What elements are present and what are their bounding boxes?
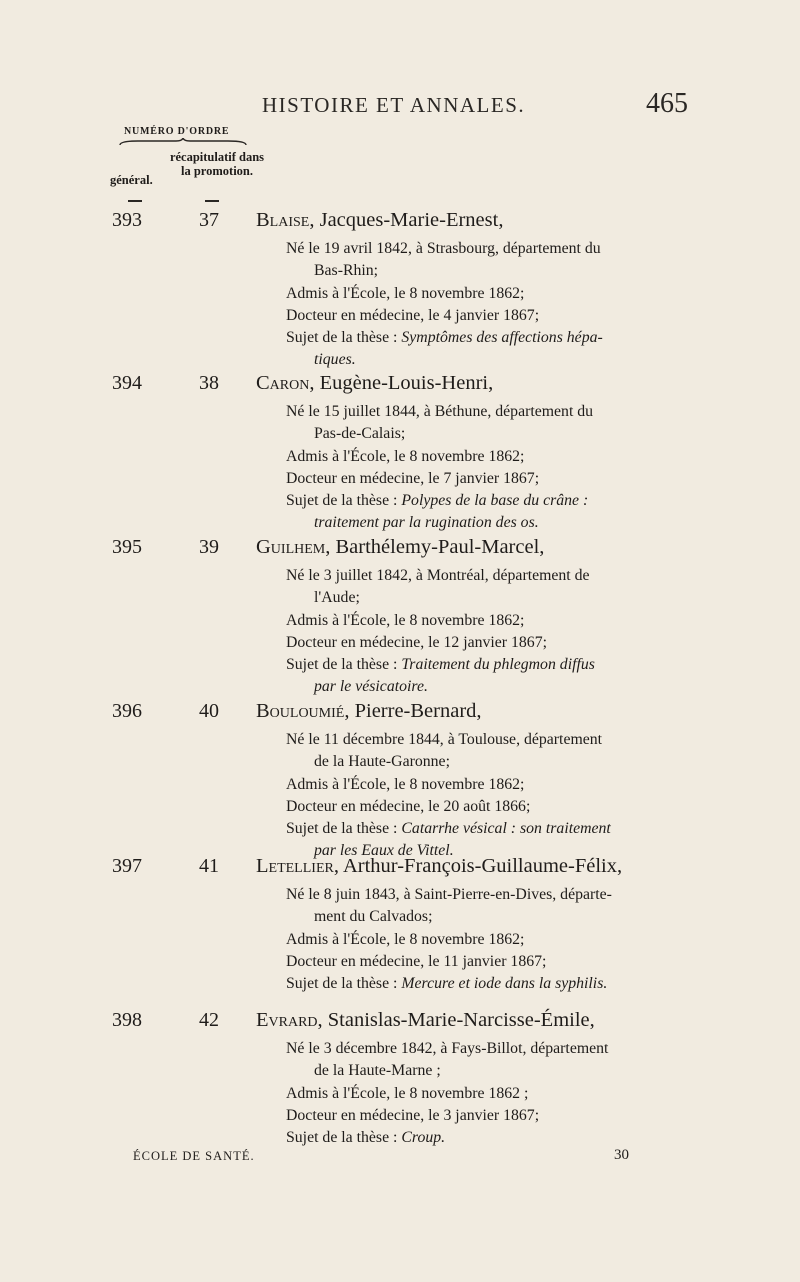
thesis-title-cont: par le vésicatoire. <box>314 678 428 696</box>
entry-name <box>256 372 493 395</box>
entry-line: Bas-Rhin; <box>314 262 379 280</box>
thesis-label: Sujet de la thèse : <box>286 656 402 674</box>
entry-line: Admis à l'École, le 8 novembre 1862; <box>286 775 525 793</box>
thesis-label: Sujet de la thèse : <box>286 975 402 993</box>
running-title: HISTOIRE ET ANNALES. <box>262 93 526 117</box>
entry-name <box>256 1009 595 1032</box>
entry-given-names: Pierre-Bernard, <box>354 700 482 722</box>
entry-line: Docteur en médecine, le 12 janvier 1867; <box>286 633 547 651</box>
thesis-title-cont: traitement par la rugination des os. <box>314 514 539 532</box>
entry-details <box>286 565 714 699</box>
entry-number-recap: 37 <box>199 209 219 231</box>
entry-number-recap: 39 <box>199 536 219 558</box>
entry-given-names: Jacques-Marie-Ernest, <box>319 209 504 231</box>
entry-surname: Letellier, <box>256 855 339 877</box>
column-dash <box>205 200 219 202</box>
entry-line <box>286 1127 714 1149</box>
entry-name <box>256 536 544 559</box>
entry-line: Docteur en médecine, le 4 janvier 1867; <box>286 306 540 324</box>
entry-line <box>286 327 714 349</box>
entry-surname: Bouloumié, <box>256 700 350 722</box>
page-number: 465 <box>646 88 688 119</box>
entry-surname: Blaise, <box>256 209 315 231</box>
entry-line: Pas-de-Calais; <box>314 425 406 443</box>
entry-surname: Guilhem, <box>256 536 331 558</box>
entry-details <box>286 401 714 535</box>
entry-number-general: 396 <box>112 700 142 722</box>
entry-line: Né le 19 avril 1842, à Strasbourg, département du <box>286 240 601 257</box>
entry-line: de la Haute-Garonne; <box>314 753 450 771</box>
thesis-label: Sujet de la thèse : <box>286 329 402 347</box>
footer-signature: ÉCOLE DE SANTÉ. <box>133 1149 255 1163</box>
entry-number-general: 394 <box>112 372 142 394</box>
thesis-title-cont: par les Eaux de Vittel. <box>314 842 454 860</box>
entry-surname: Caron, <box>256 372 315 394</box>
thesis-label: Sujet de la thèse : <box>286 820 402 838</box>
column-heading-general: général. <box>110 173 153 187</box>
entry-line <box>286 818 714 840</box>
entry-line: Docteur en médecine, le 3 janvier 1867; <box>286 1106 540 1124</box>
entry-line: Admis à l'École, le 8 novembre 1862; <box>286 611 525 629</box>
entry-line: Admis à l'École, le 8 novembre 1862 ; <box>286 1084 529 1102</box>
entry-given-names: Barthélemy-Paul-Marcel, <box>335 536 545 558</box>
thesis-title-cont: tiques. <box>314 351 356 369</box>
entry-given-names: Eugène-Louis-Henri, <box>319 372 494 394</box>
entry-name <box>256 700 482 723</box>
entry-line: Né le 8 juin 1843, à Saint-Pierre-en-Dives, départe- <box>286 886 612 903</box>
entry-line <box>286 654 714 676</box>
entry-surname: Evrard, <box>256 1009 323 1031</box>
entry-line: Né le 3 décembre 1842, à Fays-Billot, département <box>286 1040 609 1057</box>
entry-given-names: Arthur-François-Guillaume-Félix, <box>342 855 623 877</box>
entry-number-general: 397 <box>112 855 142 877</box>
entry-line: Admis à l'École, le 8 novembre 1862; <box>286 930 525 948</box>
thesis-title: Traitement du phlegmon diffus <box>401 656 595 674</box>
column-heading-recap: récapitulatif dans la promotion. <box>169 150 265 178</box>
entry-line: de la Haute-Marne ; <box>314 1062 441 1080</box>
entry-details <box>286 884 714 995</box>
entry-line: Docteur en médecine, le 20 août 1866; <box>286 797 531 815</box>
entry-details <box>286 1038 714 1149</box>
brace-mark <box>118 138 248 146</box>
entry-number-general: 393 <box>112 209 142 231</box>
entry-number-general: 395 <box>112 536 142 558</box>
entry-number-general: 398 <box>112 1009 142 1031</box>
entry-name <box>256 209 503 232</box>
entry-line: Né le 11 décembre 1844, à Toulouse, département <box>286 731 603 748</box>
footer-signature-number: 30 <box>614 1147 629 1163</box>
entry-line: ment du Calvados; <box>314 908 433 926</box>
entry-number-recap: 42 <box>199 1009 219 1031</box>
entry-details <box>286 238 714 372</box>
entry-line: Admis à l'École, le 8 novembre 1862; <box>286 447 525 465</box>
entry-line: Né le 15 juillet 1844, à Béthune, département du <box>286 403 594 420</box>
entry-number-recap: 40 <box>199 700 219 722</box>
entry-line <box>286 490 714 512</box>
thesis-title: Polypes de la base du crâne : <box>401 492 589 510</box>
thesis-label: Sujet de la thèse : <box>286 1129 402 1147</box>
column-heading-numero: NUMÉRO D'ORDRE <box>124 126 230 137</box>
entry-line: Né le 3 juillet 1842, à Montréal, département de <box>286 567 590 584</box>
entry-line: Admis à l'École, le 8 novembre 1862; <box>286 284 525 302</box>
thesis-title: Mercure et iode dans la syphilis. <box>401 975 608 993</box>
thesis-title: Catarrhe vésical : son traitement <box>401 820 611 838</box>
entry-details <box>286 729 714 863</box>
entry-line: Docteur en médecine, le 11 janvier 1867; <box>286 952 547 970</box>
thesis-title: Croup. <box>401 1129 446 1147</box>
thesis-title: Symptômes des affections hépa- <box>401 329 603 347</box>
entry-name <box>256 855 622 878</box>
entry-line: Docteur en médecine, le 7 janvier 1867; <box>286 469 540 487</box>
entry-line: l'Aude; <box>314 589 360 607</box>
entry-line <box>286 973 714 995</box>
entry-given-names: Stanislas-Marie-Narcisse-Émile, <box>327 1009 595 1031</box>
entry-number-recap: 38 <box>199 372 219 394</box>
entry-number-recap: 41 <box>199 855 219 877</box>
column-dash <box>128 200 142 202</box>
thesis-label: Sujet de la thèse : <box>286 492 402 510</box>
